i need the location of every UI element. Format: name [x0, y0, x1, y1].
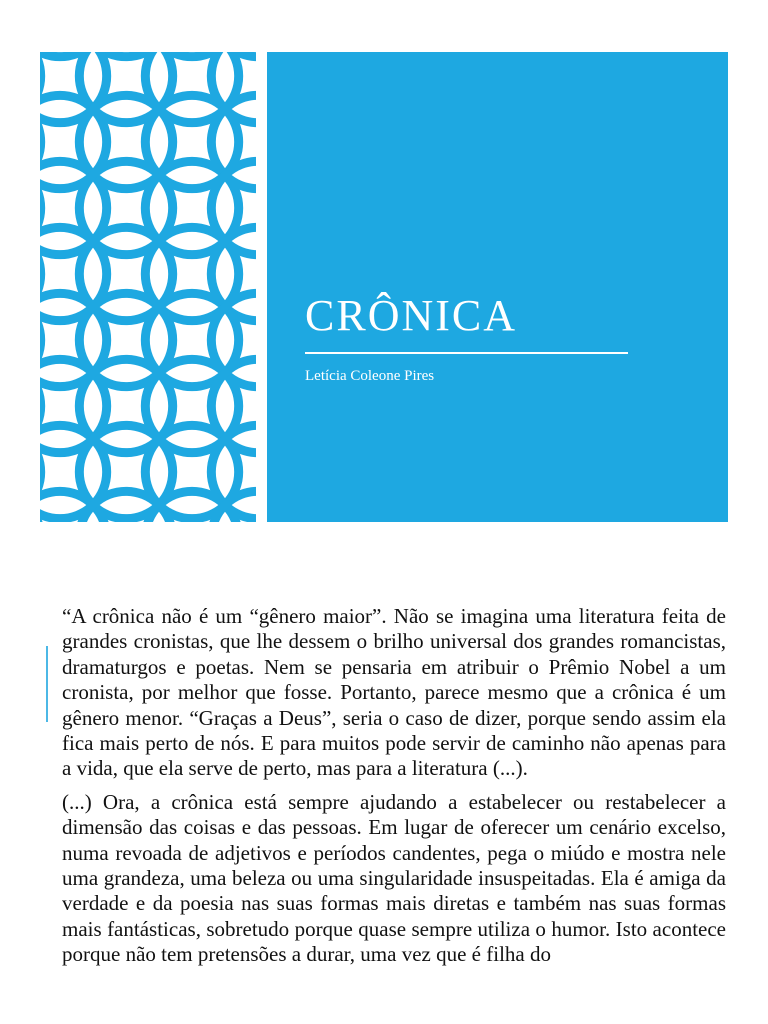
pattern-circle [40, 95, 41, 188]
pattern-circle [79, 52, 172, 57]
body-text [62, 604, 726, 976]
paragraph: (...) Ora, a crônica está sempre ajudando a estabelecer ou restabelecer a dimensão das coisas e das pessoas. Em lugar de oferecer um cenário excelso, numa revoada de adjetivos e períodos candentes, pega o miúdo e mostra nele uma grandeza, uma beleza ou uma singularidade insuspeitadas. Ela é amiga da verdade e da poesia nas suas formas mais diretas e também nas suas formas mais fantásticas, sobretudo porque quase sempre utiliza o humor. Isto acontece porque não tem pretensões a durar, uma vez que é filha do [62, 789, 726, 967]
author-name: Letícia Coleone Pires [305, 368, 435, 384]
overlapping-circles-pattern [40, 52, 256, 522]
title-underline [305, 352, 628, 354]
pattern-circle [145, 52, 238, 57]
title-panel [267, 52, 728, 522]
document-title: CRÔNICA [305, 291, 518, 340]
pattern-circle [40, 425, 41, 518]
pattern-circle [40, 293, 41, 386]
circle-pattern-decoration [40, 52, 256, 522]
pattern-circle [40, 161, 41, 254]
pattern-circle [40, 227, 41, 320]
quote-marker-bar [46, 646, 48, 722]
pattern-circle [40, 52, 41, 123]
paragraph: “A crônica não é um “gênero maior”. Não se imagina uma literatura feita de grandes cronistas, que lhe dessem o brilho universal dos grandes romancistas, dramaturgos e poetas. Nem se pensaria em atribuir o Prêmio Nobel a um cronista, por melhor que fosse. Portanto, parece mesmo que a crônica é um gênero menor. “Graças a Deus”, seria o caso de dizer, porque sendo assim ela fica mais perto de nós. E para muitos pode servir de caminho não apenas para a vida, que ela serve de perto, mas para a literatura (...). [62, 604, 726, 781]
cover-slide [40, 52, 728, 522]
pattern-circle [40, 359, 41, 452]
